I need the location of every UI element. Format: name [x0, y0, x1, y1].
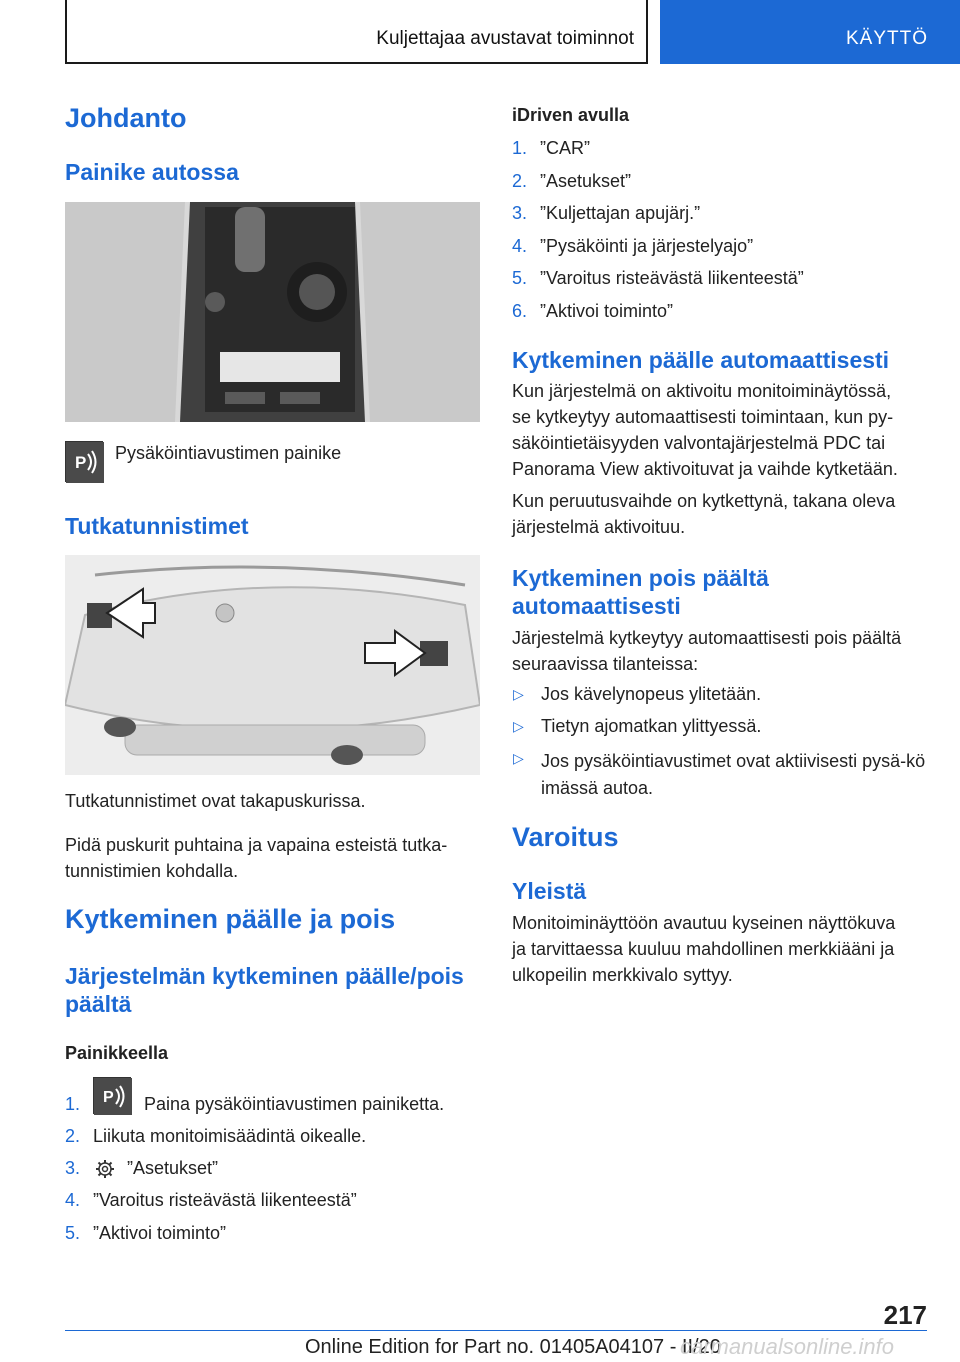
button-caption: Pysäköintiavustimen painike — [115, 443, 342, 463]
auto-on-line-4: Panorama View aktivoituvat ja vaihde kytketään. — [512, 459, 898, 479]
triangle-bullet-icon: ▷ — [513, 718, 524, 734]
bullet-item — [512, 684, 932, 716]
step-text: ”Asetukset” — [127, 1158, 219, 1178]
step-number: 3. — [65, 1158, 81, 1178]
auto-off-heading-a: Kytkeminen pois päältä — [512, 565, 769, 591]
svg-text:P: P — [75, 453, 87, 472]
svg-text:P: P — [103, 1089, 114, 1106]
header-chapter-title: KÄYTTÖ — [845, 28, 928, 49]
step-text: ”Varoitus risteävästä liikenteestä” — [540, 268, 804, 288]
idrive-subheading: iDriven avulla — [512, 105, 630, 125]
step-number: 6. — [512, 300, 528, 321]
footer-edition: Online Edition for Part no. 01405A04107 - II/20 — [305, 1336, 721, 1358]
auto-on-heading: Kytkeminen päälle automaattisesti — [512, 347, 890, 373]
car-rear-photo — [65, 555, 480, 775]
auto-on-line-3: säköintietäisyyden valvontajärjestelmä PDC tai — [512, 433, 886, 453]
header-section-box — [65, 0, 648, 64]
warning-title: Varoitus — [512, 822, 619, 852]
step-number: 1. — [512, 138, 528, 158]
auto-off-heading-b: automaattisesti — [512, 593, 681, 619]
header-chapter-box — [660, 0, 960, 64]
auto-off-line-1: Järjestelmä kytkeytyy automaattisesti pois päältä — [512, 628, 902, 648]
step-number: 3. — [512, 203, 528, 223]
general-line-1: Monitoiminäyttöön avautuu kyseinen näyttökuva — [512, 913, 896, 933]
gear-icon — [95, 1159, 115, 1184]
bullet-text: Tietyn ajomatkan ylittyessä. — [541, 716, 762, 736]
watermark: carmanualsonline.info — [680, 1334, 895, 1359]
button-subheading: Painikkeella — [65, 1043, 169, 1063]
triangle-bullet-icon: ▷ — [513, 750, 524, 766]
system-heading-b: päältä — [65, 991, 132, 1017]
footer-divider — [65, 1330, 927, 1331]
auto-on-line-2: se kytkeytyy automaattisesti toimintaan, kun py- — [512, 407, 894, 427]
bullet-text: Jos kävelynopeus ylitetään. — [541, 684, 762, 704]
parking-button-icon — [65, 441, 103, 488]
general-heading: Yleistä — [512, 878, 587, 904]
right-step-2 — [512, 171, 932, 204]
step-number: 5. — [512, 268, 528, 288]
header-section-title: Kuljettajaa avustavat toiminnot — [376, 28, 634, 49]
page-number: 217 — [883, 1300, 927, 1330]
right-step-1 — [512, 138, 932, 171]
step-number: 2. — [65, 1126, 81, 1146]
bullet-text: Jos pysäköintiavustimet ovat aktiivisesti pysä-köimässä autoa. — [541, 751, 926, 798]
step-text: ”Asetukset” — [540, 170, 632, 191]
system-heading-a: Järjestelmän kytkeminen päälle/pois — [65, 963, 464, 989]
auto-on-line-1: Kun järjestelmä on aktivoitu monitoiminäytössä, — [512, 381, 892, 401]
step-number: 1. — [65, 1094, 81, 1114]
right-step-6 — [512, 301, 932, 334]
console-photo — [65, 202, 480, 422]
parking-button-icon — [93, 1077, 131, 1114]
reverse-line-2: järjestelmä aktivoituu. — [512, 517, 686, 537]
idrive-steps — [512, 138, 932, 333]
step-number: 5. — [65, 1223, 81, 1243]
sensors-text-2b: tunnistimien kohdalla. — [65, 861, 239, 881]
step-text: ”CAR” — [540, 138, 590, 158]
auto-off-line-2: seuraavissa tilanteissa: — [512, 654, 699, 674]
button-heading: Painike autossa — [65, 159, 239, 185]
sensors-heading: Tutkatunnistimet — [65, 513, 249, 539]
step-text: ”Kuljettajan apujärj.” — [540, 203, 701, 223]
page-title: Johdanto — [65, 103, 187, 133]
right-step-4 — [512, 236, 932, 269]
left-step-3 — [65, 1158, 480, 1182]
triangle-bullet-icon: ▷ — [513, 686, 524, 702]
step-text: Liikuta monitoimisäädintä oikealle. — [93, 1126, 367, 1146]
left-step-2 — [65, 1126, 480, 1150]
step-text: ”Pysäköinti ja järjestelyajo” — [540, 235, 754, 256]
step-text: Paina pysäköintiavustimen painiketta. — [144, 1094, 445, 1114]
step-number: 2. — [512, 170, 528, 191]
bullet-item — [512, 716, 932, 748]
right-step-3 — [512, 203, 932, 236]
auto-off-bullets — [512, 684, 932, 808]
step-number: 4. — [512, 235, 528, 256]
step-text: ”Aktivoi toiminto” — [93, 1223, 227, 1243]
bullet-item — [512, 748, 932, 808]
left-step-5 — [65, 1223, 480, 1247]
onoff-title: Kytkeminen päälle ja pois — [65, 904, 396, 934]
sensors-text-2a: Pidä puskurit puhtaina ja vapaina esteistä tutka- — [65, 835, 448, 855]
general-line-3: ulkopeilin merkkivalo syttyy. — [512, 965, 733, 985]
step-text: ”Varoitus risteävästä liikenteestä” — [93, 1190, 357, 1210]
reverse-line-1: Kun peruutusvaihde on kytkettynä, takana oleva — [512, 491, 896, 511]
step-number: 4. — [65, 1190, 81, 1210]
general-line-2: ja tarvittaessa kuuluu mahdollinen merkkiääni ja — [512, 939, 895, 959]
right-step-5 — [512, 268, 932, 301]
left-step-4 — [65, 1190, 480, 1214]
step-text: ”Aktivoi toiminto” — [540, 300, 674, 321]
sensors-text-1: Tutkatunnistimet ovat takapuskurissa. — [65, 791, 366, 811]
